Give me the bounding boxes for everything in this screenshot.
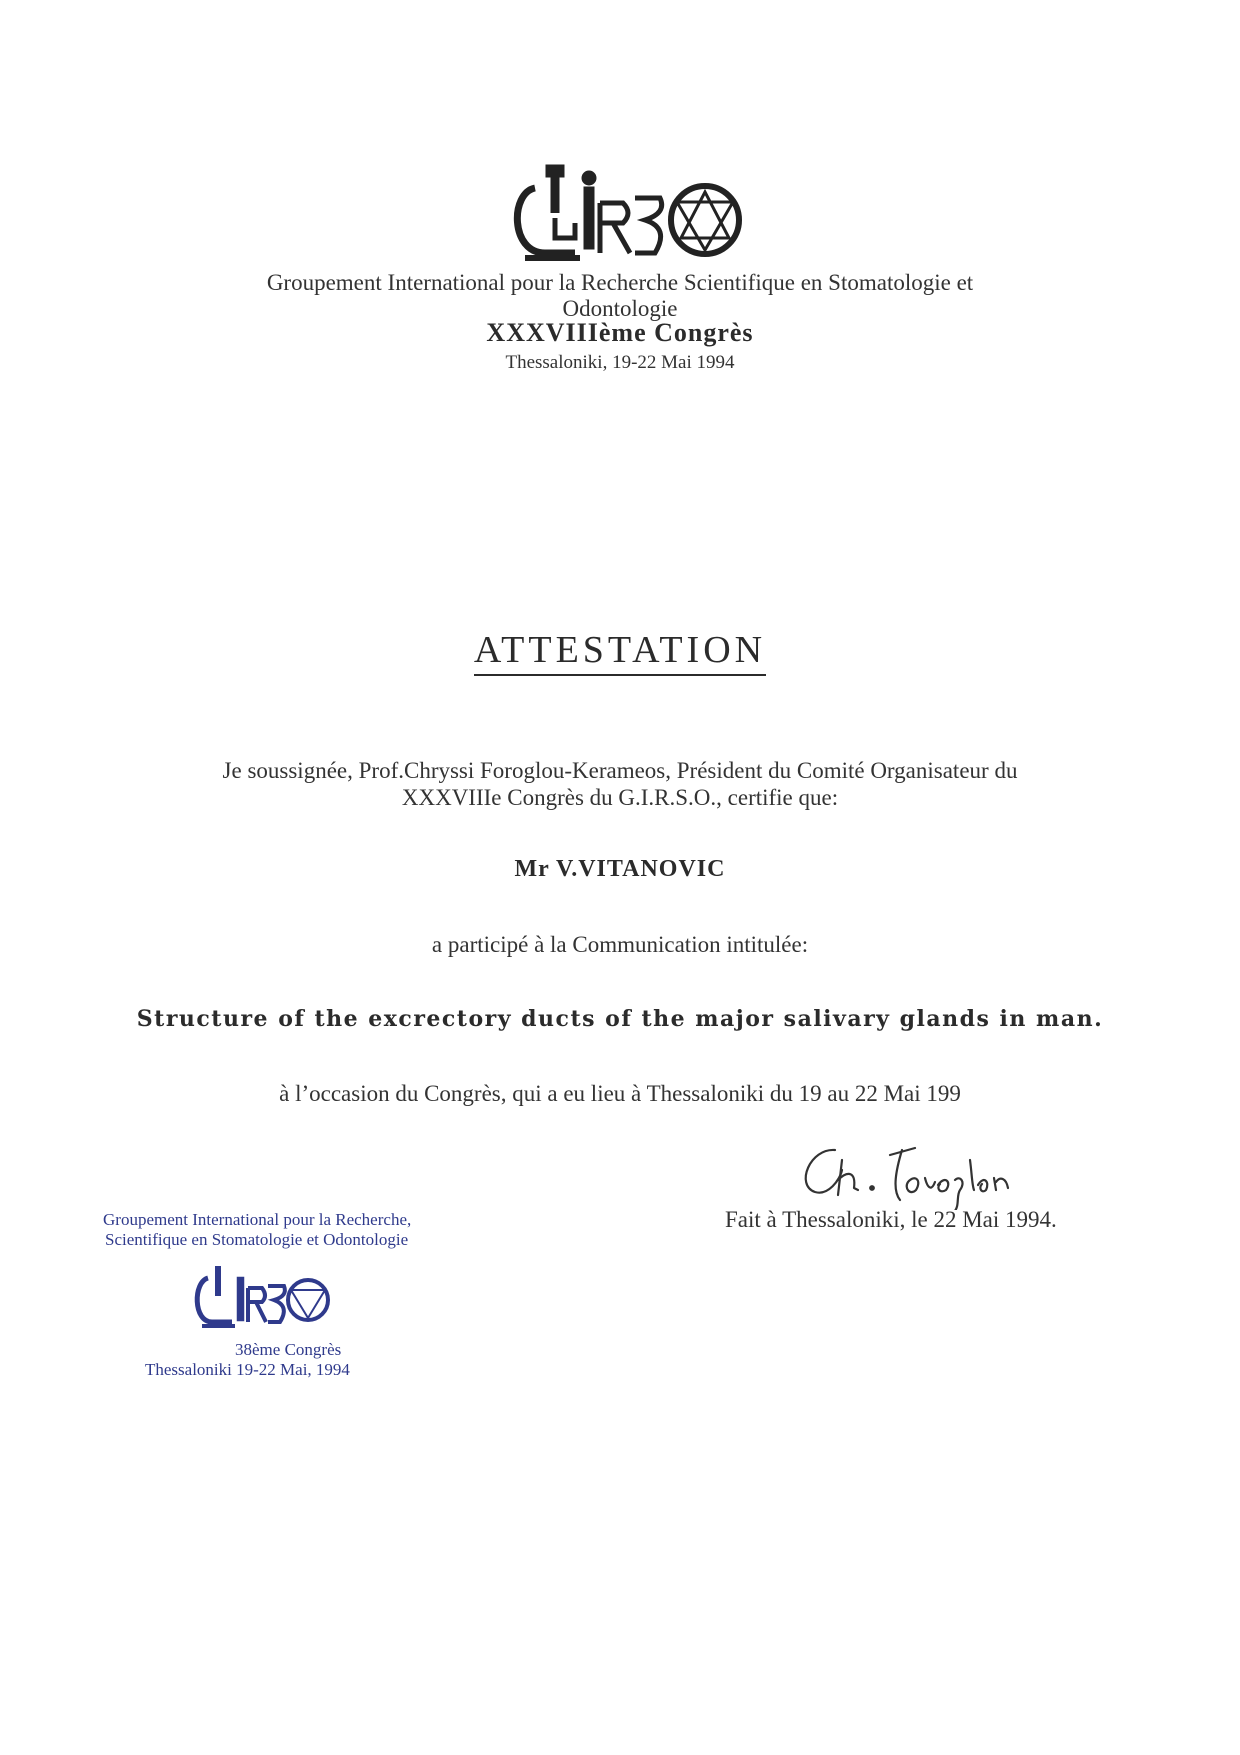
stamp-line-1: Groupement International pour la Recherche, — [103, 1210, 412, 1229]
place-date-line: Fait à Thessaloniki, le 22 Mai 1994. — [725, 1207, 1057, 1232]
congress-stamp — [95, 1210, 485, 1380]
participant-name: Mr V.VITANOVIC — [514, 856, 726, 882]
congress-venue: Thessaloniki, 19-22 Mai 1994 — [505, 352, 735, 373]
girso-stamp-logo-icon — [190, 1260, 330, 1332]
handwritten-signature — [790, 1130, 1030, 1210]
occasion-line: à l’occasion du Congrès, qui a eu lieu à Thessaloniki du 19 au 22 Mai 199 — [279, 1081, 961, 1106]
intro-line-2: XXXVIIIe Congrès du G.I.R.S.O., certifie que: — [401, 785, 839, 810]
stamp-line-3: 38ème Congrès — [235, 1340, 342, 1359]
communication-title: Structure of the excrectory ducts of the major salivary glands in man. — [136, 1006, 1104, 1032]
document-title: ATTESTATION — [474, 628, 766, 676]
congress-heading: XXXVIIIème Congrès — [486, 318, 754, 347]
stamp-line-2: Scientifique en Stomatologie et Odontologie — [105, 1230, 409, 1249]
org-name-line-1: Groupement International pour la Recherche Scientifique en Stomatologie et — [266, 270, 974, 295]
girso-logo-icon — [505, 158, 745, 268]
participation-line: a participé à la Communication intitulée: — [431, 932, 809, 957]
intro-line-1: Je soussignée, Prof.Chryssi Foroglou-Kerameos, Président du Comité Organisateur du — [222, 758, 1018, 783]
org-name-line-2: Odontologie — [562, 296, 678, 321]
stamp-line-4: Thessaloniki 19-22 Mai, 1994 — [145, 1360, 350, 1379]
